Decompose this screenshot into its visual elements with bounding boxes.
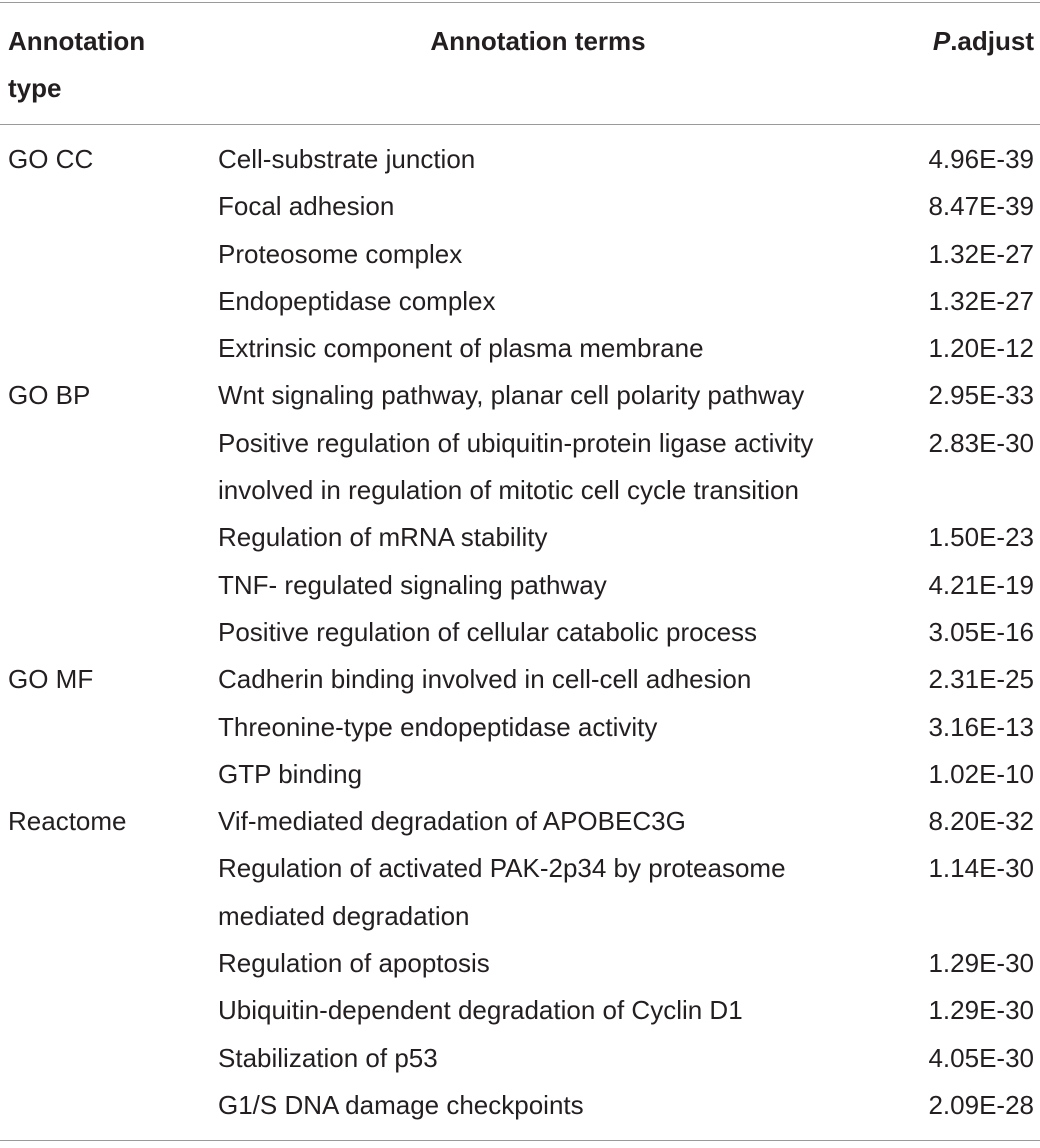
cell-p-adjust: 3.05E-16 <box>928 616 1034 647</box>
cell-annotation-term: Positive regulation of ubiquitin-protein ligase activity involved in regulation of mitotic cell cycle transition <box>218 427 814 506</box>
cell-annotation-type <box>0 1035 210 1082</box>
table-row <box>0 845 1040 940</box>
cell-p-adjust: 1.32E-27 <box>928 238 1034 269</box>
cell-annotation-term: Endopeptidase complex <box>218 285 496 316</box>
header-annotation-type <box>8 18 188 112</box>
cell-p-adjust: 2.83E-30 <box>928 427 1034 458</box>
cell-p-adjust: 2.09E-28 <box>928 1089 1034 1120</box>
cell-annotation-type <box>0 278 210 325</box>
cell-annotation-type <box>0 562 210 609</box>
cell-annotation-type: GO CC <box>8 144 94 174</box>
header-annotation-type-line2: type <box>8 73 62 103</box>
cell-p-adjust: 4.05E-30 <box>928 1042 1034 1073</box>
table-row <box>0 325 1040 372</box>
cell-annotation-term: Regulation of activated PAK-2p34 by proteasome mediated degradation <box>218 853 786 931</box>
header-p-rest: .adjust <box>950 26 1034 56</box>
table-row <box>0 1082 1040 1129</box>
cell-p-adjust: 2.31E-25 <box>928 664 1034 695</box>
cell-p-adjust: 1.20E-12 <box>928 333 1034 364</box>
table-row <box>0 704 1040 751</box>
top-rule <box>0 2 1040 3</box>
table-row <box>0 987 1040 1034</box>
cell-p-adjust: 2.95E-33 <box>928 380 1034 411</box>
cell-p-adjust: 1.50E-23 <box>928 522 1034 553</box>
cell-annotation-type <box>0 183 210 230</box>
header-p-italic: P <box>932 26 951 56</box>
cell-annotation-type <box>0 1082 210 1129</box>
table-row <box>0 609 1040 656</box>
table-row <box>0 1035 1040 1082</box>
table-row <box>0 751 1040 798</box>
table-row <box>0 278 1040 325</box>
cell-annotation-type <box>0 987 210 1034</box>
table-row <box>0 656 1040 703</box>
cell-annotation-type <box>0 231 210 278</box>
table-row <box>0 940 1040 987</box>
cell-annotation-term: G1/S DNA damage checkpoints <box>218 1089 584 1120</box>
cell-p-adjust: 4.21E-19 <box>928 569 1034 600</box>
cell-p-adjust: 1.02E-10 <box>928 758 1034 789</box>
cell-annotation-term: Positive regulation of cellular catabolic process <box>218 616 758 647</box>
cell-p-adjust: 1.29E-30 <box>928 948 1034 979</box>
cell-annotation-term: Regulation of apoptosis <box>218 948 490 979</box>
cell-annotation-type <box>0 751 210 798</box>
header-rule <box>0 124 1040 125</box>
cell-annotation-term: Ubiquitin-dependent degradation of Cyclin D1 <box>218 995 743 1026</box>
cell-annotation-term: Stabilization of p53 <box>218 1042 438 1073</box>
cell-annotation-type <box>0 845 210 940</box>
header-annotation-type-line1: Annotation <box>8 26 146 56</box>
cell-annotation-term: Cell-substrate junction <box>218 144 476 174</box>
cell-annotation-term: Regulation of mRNA stability <box>218 522 548 553</box>
cell-annotation-type: GO BP <box>8 380 91 411</box>
cell-annotation-term: TNF- regulated signaling pathway <box>218 569 607 600</box>
cell-annotation-type <box>0 704 210 751</box>
cell-p-adjust: 1.29E-30 <box>928 995 1034 1026</box>
cell-annotation-type <box>0 609 210 656</box>
header-annotation-terms: Annotation terms <box>430 26 646 56</box>
table-row <box>0 798 1040 845</box>
table-row <box>0 183 1040 230</box>
cell-p-adjust: 1.14E-30 <box>928 853 1034 884</box>
cell-p-adjust: 8.20E-32 <box>928 806 1034 837</box>
cell-annotation-term: Threonine-type endopeptidase activity <box>218 711 658 742</box>
header-p-adjust <box>933 18 1034 65</box>
table-row <box>0 420 1040 515</box>
cell-p-adjust: 1.32E-27 <box>928 285 1034 316</box>
table-row <box>0 136 1040 183</box>
cell-annotation-type <box>0 514 210 561</box>
cell-annotation-term: Extrinsic component of plasma membrane <box>218 333 704 364</box>
table-row <box>0 231 1040 278</box>
cell-annotation-type: GO MF <box>8 664 94 695</box>
cell-p-adjust: 3.16E-13 <box>928 711 1034 742</box>
cell-annotation-term: Focal adhesion <box>218 191 395 222</box>
cell-annotation-type <box>0 420 210 515</box>
cell-annotation-type <box>0 325 210 372</box>
table-row <box>0 372 1040 419</box>
table-body <box>0 136 1040 1129</box>
table-row <box>0 514 1040 561</box>
cell-annotation-term: Wnt signaling pathway, planar cell polarity pathway <box>218 380 805 411</box>
bottom-rule <box>0 1140 1040 1141</box>
cell-annotation-term: GTP binding <box>218 758 363 789</box>
cell-annotation-type: Reactome <box>8 806 127 837</box>
cell-annotation-term: Proteosome complex <box>218 238 463 269</box>
cell-annotation-term: Cadherin binding involved in cell-cell adhesion <box>218 664 752 695</box>
table-row <box>0 562 1040 609</box>
cell-annotation-term: Vif-mediated degradation of APOBEC3G <box>218 806 686 837</box>
cell-p-adjust: 8.47E-39 <box>928 191 1034 222</box>
cell-p-adjust: 4.96E-39 <box>928 144 1034 174</box>
cell-annotation-type <box>0 940 210 987</box>
